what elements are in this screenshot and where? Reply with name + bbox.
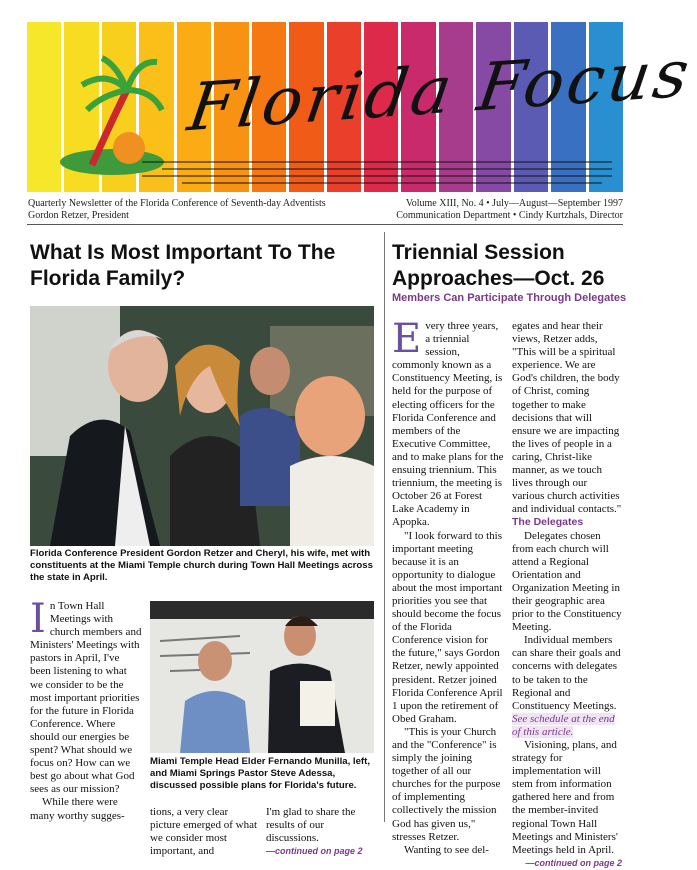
continued-link-left[interactable]: —continued on page 2 xyxy=(266,846,363,857)
photo-munilla-adessa xyxy=(150,601,374,753)
masthead-speed-lines xyxy=(142,157,612,187)
masthead-info-left xyxy=(28,198,326,222)
masthead-rule xyxy=(27,224,623,225)
newsletter-description: Quarterly Newsletter of the Florida Conference of Seventh-day Adventists xyxy=(28,198,326,209)
right-subhead: Members Can Participate Through Delegates xyxy=(392,292,627,304)
masthead xyxy=(27,22,697,192)
masthead-title: Florida Focus xyxy=(183,34,697,147)
continued-link-right[interactable]: —continued on page 2 xyxy=(525,857,622,868)
left-article-col2: tions, a very clear picture emerged of what we consider most important, and xyxy=(150,806,258,858)
left-article-col3: I'm glad to share the results of our discussions. —continued on page 2 xyxy=(266,806,374,858)
right-headline: Triennial Session Approaches—Oct. 26 xyxy=(392,241,605,290)
photo-caption-munilla: Miami Temple Head Elder Fernando Munilla, left, and Miami Springs Pastor Steve Adessa, discussed possible plans for Florida's future. xyxy=(150,756,370,791)
left-headline: What Is Most Important To The Florida Family? xyxy=(30,241,336,290)
dropcap-e: E xyxy=(392,316,422,362)
section-head-delegates: The Delegates xyxy=(512,516,584,529)
director-credit: Communication Department • Cindy Kurtzhals, Director xyxy=(396,210,623,221)
column-divider xyxy=(384,232,385,822)
right-article-col2: egates and hear their views, Retzer adds, "This will be a spiritual experience. We are God's children, the body of Christ, coming together to make decisions that will ensure we are impacting the lives of people in a caring, Christ-like manner, as we touch lives through our various church activities and individual contacts." The Delegates Delegates chosen from each church will attend a Regional Orientation and Organization Meeting in their geographic area prior to the Constituency Meeting. Individual members can share their goals and concerns with delegates to be taken to the Regional and Constituency Meetings. See schedule at the end of this article. Visioning, plans, and strategy for implementation will stem from information gathered here and from the member-invited regional Town Hall Meetings and Ministers' Meetings held in April. —continued on page 2 xyxy=(512,320,622,870)
masthead-info-right xyxy=(396,198,623,222)
issue-info: Volume XIII, No. 4 • July—August—September 1997 xyxy=(405,198,623,209)
left-article-col1: In Town Hall Meetings with church members and Ministers' Meetings with pastors in April, I've been listening to what we consider to be the most important priorities for the future in Florida Conference. Where should our energies be spent? What should we focus on? How can we best go about what God sees as our mission? While there were many worthy sugges- xyxy=(30,596,142,822)
schedule-note: See schedule at the end of this article. xyxy=(512,712,615,738)
president-credit: Gordon Retzer, President xyxy=(28,210,129,221)
right-article-col1: Every three years, a triennial session, commonly known as a Constituency Meeting, is held for the purpose of electing officers for the Florida Conference and members of the Executive Committee, and to make plans for the ensuing triennium. This triennium, the meeting is October 26 at Forest Lake Academy in Apopka. "I look forward to this important meeting because it is an opportunity to dialogue about the most important priorities you see that should become the focus of the Florida Conference vision for the future," says Gordon Retzer, newly appointed president. Retzer joined Florida Conference April 1 upon the retirement of Obed Graham. "This is your Church and the "Conference" is simply the joining together of all our churches for the purpose of implementing collectively the mission God has given us," stresses Retzer. Wanting to see del- xyxy=(392,316,504,856)
dropcap-i: I xyxy=(30,596,46,642)
photo-caption-retzer: Florida Conference President Gordon Retzer and Cheryl, his wife, met with constituents at the Miami Temple church during Town Hall Meetings across the state in April. xyxy=(30,548,373,583)
photo-retzer-town-hall xyxy=(30,306,374,546)
